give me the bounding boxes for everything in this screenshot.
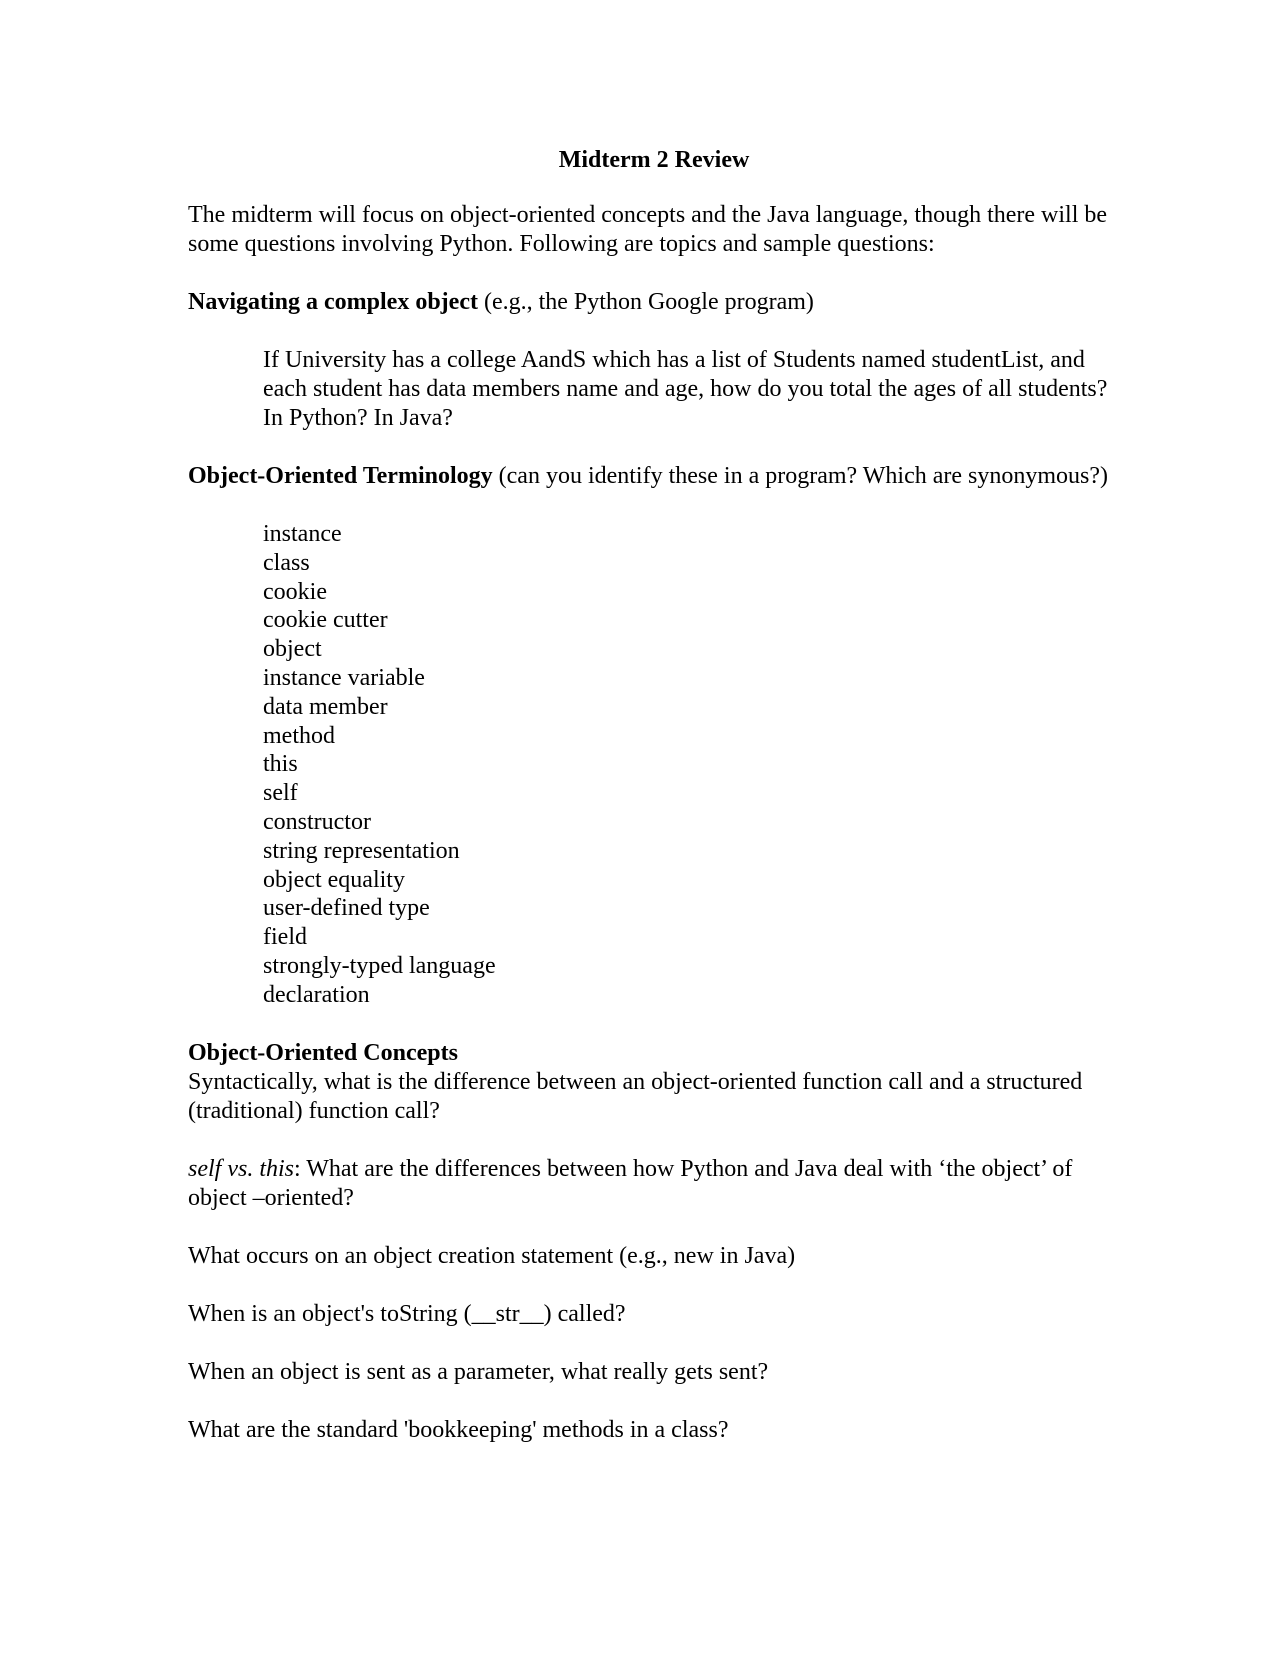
term-item: cookie cutter — [263, 607, 388, 634]
term-item: class — [263, 549, 310, 576]
term-item: field — [263, 924, 307, 951]
term-item: constructor — [263, 808, 371, 835]
concepts-question-1: Syntactically, what is the difference between an object-oriented function call and a structured (traditional) function call? — [188, 1068, 1083, 1124]
concepts-heading: Object-Oriented Concepts — [188, 1039, 458, 1066]
term-item: data member — [263, 693, 388, 720]
term-item: instance — [263, 521, 342, 547]
concepts-question-2-rest: : What are the differences between how Python and Java deal with ‘the object’ of object –oriented? — [188, 1155, 1073, 1211]
document-page — [188, 146, 1108, 1474]
terminology-heading-bold: Object-Oriented Terminology — [188, 463, 493, 489]
term-item: method — [263, 722, 335, 749]
term-item: instance variable — [263, 664, 425, 691]
navigating-heading-bold: Navigating a complex object — [188, 289, 478, 315]
term-item: self — [263, 780, 298, 807]
term-item: declaration — [263, 981, 370, 1008]
terminology-heading — [188, 462, 1108, 491]
term-item: strongly-typed language — [263, 952, 496, 979]
concepts-question-3: What occurs on an object creation statement (e.g., new in Java) — [188, 1242, 796, 1269]
concepts-question-4: When is an object's toString (__str__) called? — [188, 1300, 626, 1327]
intro-paragraph: The midterm will focus on object-oriented concepts and the Java language, though there will be some questions involving Python. Following are topics and sample questions: — [188, 202, 1108, 257]
term-item: user-defined type — [263, 895, 430, 922]
term-item: this — [263, 751, 298, 778]
term-item: string representation — [263, 837, 460, 864]
term-item: object equality — [263, 866, 405, 893]
navigating-heading-rest: (e.g., the Python Google program) — [477, 289, 814, 315]
navigating-question: If University has a college AandS which has a list of Students named studentList, and each student has data members name and age, how do you total the ages of all students? In Python? In Java? — [263, 347, 1108, 431]
term-item: object — [263, 636, 322, 663]
terminology-heading-rest: (can you identify these in a program? Which are synonymous?) — [492, 463, 1109, 489]
page-title: Midterm 2 Review — [558, 147, 750, 173]
navigating-heading — [188, 288, 1108, 317]
concepts-question-5: When an object is sent as a parameter, what really gets sent? — [188, 1358, 769, 1385]
term-item: cookie — [263, 578, 327, 605]
terminology-list — [263, 520, 1108, 1010]
concepts-question-6: What are the standard 'bookkeeping' methods in a class? — [188, 1416, 729, 1443]
concepts-question-2-italic: self vs. this — [188, 1155, 294, 1182]
concepts-question-2 — [188, 1155, 1108, 1213]
